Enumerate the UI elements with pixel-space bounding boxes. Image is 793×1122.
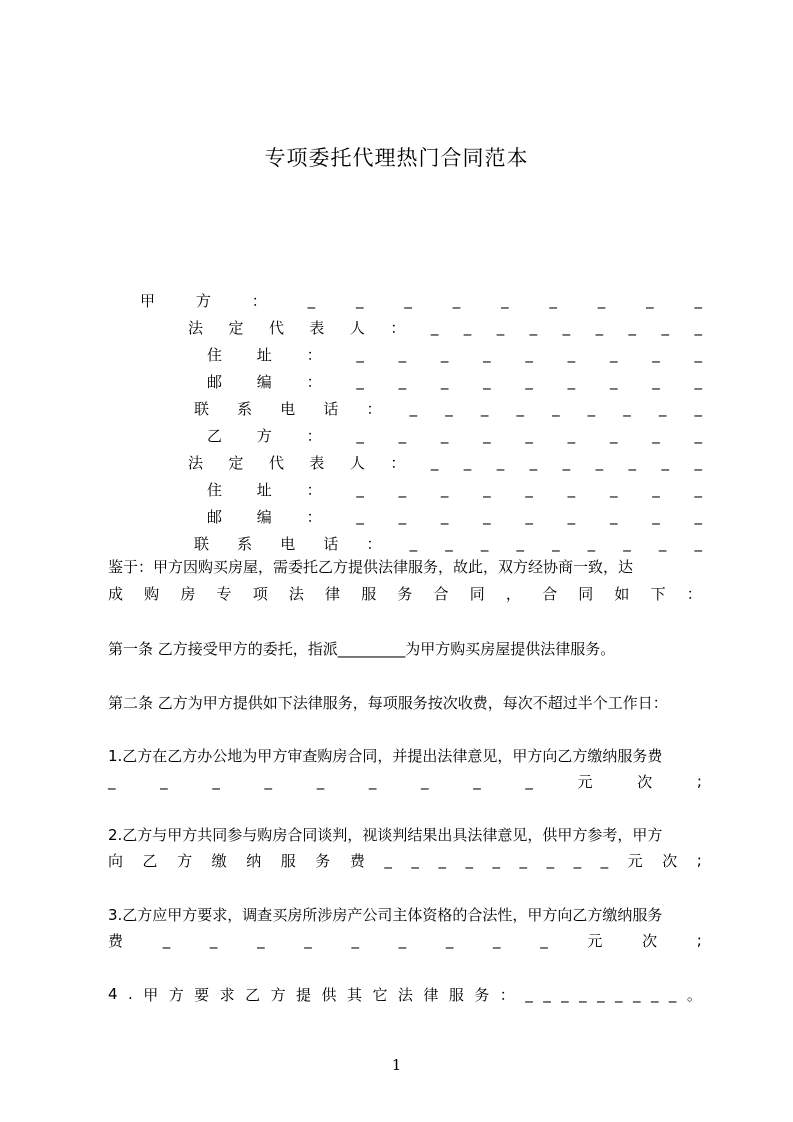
party-a-legal-rep-row <box>188 316 702 338</box>
row-char: _ <box>567 372 576 390</box>
line-char: _ <box>493 931 501 949</box>
item-3-line-2 <box>108 929 702 951</box>
row-char: 联 <box>194 399 210 418</box>
row-char: _ <box>529 453 538 471</box>
party-a-postcode-row <box>207 370 702 392</box>
row-char: 甲 <box>140 291 156 310</box>
line-char: 房 <box>180 584 196 603</box>
row-char: _ <box>694 480 702 498</box>
line-char: 服 <box>361 584 377 603</box>
row-char: _ <box>430 453 439 471</box>
row-char: _ <box>445 399 453 417</box>
line-char: _ <box>316 772 325 790</box>
party-b-row <box>207 424 702 446</box>
row-char: _ <box>628 318 637 336</box>
row-char: ： <box>306 480 322 499</box>
row-char: _ <box>398 507 407 525</box>
line-char: _ <box>615 985 623 1003</box>
row-char: _ <box>562 453 571 471</box>
line-char: 要 <box>194 985 210 1004</box>
line-char: . <box>128 985 133 1003</box>
line-char: _ <box>209 931 218 949</box>
row-char: _ <box>496 453 505 471</box>
line-char: 费 <box>108 931 124 950</box>
row-char: _ <box>452 291 461 309</box>
line-char: _ <box>561 985 569 1003</box>
item-2-line-2 <box>108 849 702 871</box>
line-char: 次 <box>662 851 678 870</box>
row-char: _ <box>646 291 654 309</box>
row-char: ： <box>306 372 322 391</box>
line-char: 专 <box>216 584 232 603</box>
party-b-postcode-row <box>207 505 702 527</box>
row-char: 址 <box>256 345 272 364</box>
row-char: 法 <box>188 453 204 472</box>
line-char: _ <box>368 772 377 790</box>
page-number: 1 <box>391 1056 402 1074</box>
row-char: _ <box>549 291 557 309</box>
row-char: _ <box>356 480 364 498</box>
row-char: 方 <box>256 426 272 445</box>
party-a-phone-row <box>194 397 702 419</box>
row-char: _ <box>356 426 364 444</box>
row-char: _ <box>525 507 533 525</box>
row-char: _ <box>307 291 316 309</box>
line-char: 项 <box>252 584 268 603</box>
line-char: 乙 <box>142 851 158 870</box>
row-char: _ <box>404 291 412 309</box>
line-char: 方 <box>168 985 184 1004</box>
row-char: _ <box>652 372 660 390</box>
row-char: _ <box>652 345 660 363</box>
row-char: _ <box>440 426 449 444</box>
line-char: _ <box>257 931 265 949</box>
item-4 <box>108 983 702 1005</box>
row-char: _ <box>445 534 453 552</box>
line-char: 元 <box>587 931 603 950</box>
line-char: _ <box>465 851 473 869</box>
row-char: 电 <box>280 534 296 553</box>
line-char: _ <box>573 851 582 869</box>
row-char: _ <box>694 426 702 444</box>
row-char: _ <box>567 507 576 525</box>
line-char: 方 <box>177 851 193 870</box>
line-char: 元 <box>627 851 643 870</box>
item-3-line-1: 3.乙方应甲方要求，调查买房所涉房产公司主体资格的合法性，甲方向乙方缴纳服务 <box>108 906 663 924</box>
line-char: _ <box>525 985 533 1003</box>
line-char: ： <box>499 985 515 1004</box>
row-char: _ <box>525 345 533 363</box>
line-char: 它 <box>372 985 388 1004</box>
line-char: 次 <box>637 772 653 791</box>
row-char: 方 <box>195 291 211 310</box>
row-char: _ <box>430 318 439 336</box>
row-char: _ <box>552 399 560 417</box>
line-char: 法 <box>397 985 413 1004</box>
row-char: _ <box>483 426 491 444</box>
line-char: 合 <box>542 584 558 603</box>
row-char: 编 <box>256 507 272 526</box>
row-char: 电 <box>280 399 296 418</box>
row-char: _ <box>652 507 660 525</box>
row-char: ： <box>366 399 382 418</box>
row-char: _ <box>567 480 576 498</box>
row-char: _ <box>516 534 524 552</box>
line-char: _ <box>398 931 407 949</box>
row-char: ： <box>366 534 382 553</box>
row-char: _ <box>623 399 631 417</box>
row-char: 址 <box>256 480 272 499</box>
row-char: _ <box>694 345 702 363</box>
line-char: 同 <box>469 584 485 603</box>
row-char: _ <box>398 426 407 444</box>
row-char: _ <box>529 318 538 336</box>
line-char: _ <box>411 851 419 869</box>
row-char: _ <box>628 453 637 471</box>
row-char: _ <box>525 426 533 444</box>
line-char: 如 <box>614 584 630 603</box>
row-char: _ <box>567 345 576 363</box>
line-char: _ <box>264 772 273 790</box>
line-char: _ <box>160 772 168 790</box>
line-char: _ <box>546 851 555 869</box>
line-char: _ <box>473 772 481 790</box>
preamble-line-2 <box>108 582 702 604</box>
line-char: _ <box>384 851 392 869</box>
row-char: _ <box>694 291 702 309</box>
party-a-row <box>140 289 702 311</box>
party-b-address-row <box>207 478 702 500</box>
line-char: 合 <box>433 584 449 603</box>
row-char: 话 <box>323 399 339 418</box>
row-char: _ <box>463 453 472 471</box>
row-char: _ <box>440 480 449 498</box>
row-char: _ <box>694 399 702 417</box>
row-char: 定 <box>228 318 244 337</box>
row-char: _ <box>652 480 660 498</box>
row-char: _ <box>525 480 533 498</box>
row-char: _ <box>587 534 596 552</box>
row-char: 乙 <box>207 426 223 445</box>
line-char: 务 <box>397 584 413 603</box>
row-char: _ <box>496 318 505 336</box>
line-char: _ <box>108 772 116 790</box>
line-char: 次 <box>642 931 658 950</box>
line-char: 乙 <box>245 985 261 1004</box>
party-b-legal-rep-row <box>188 451 702 473</box>
document-title: 专项委托代理热门合同范本 <box>264 146 529 170</box>
row-char: _ <box>609 345 618 363</box>
line-char: _ <box>632 985 641 1003</box>
row-char: 住 <box>207 480 223 499</box>
row-char: _ <box>694 453 702 471</box>
line-char: 法 <box>288 584 304 603</box>
line-char: _ <box>519 851 528 869</box>
row-char: _ <box>609 480 618 498</box>
line-char: 律 <box>325 584 341 603</box>
row-char: 系 <box>237 534 253 553</box>
party-b-phone-row <box>194 532 702 554</box>
row-char: _ <box>694 507 702 525</box>
row-char: _ <box>516 399 524 417</box>
row-char: ： <box>251 291 267 310</box>
line-char: 甲 <box>143 985 159 1004</box>
line-char: 下 <box>650 584 666 603</box>
row-char: _ <box>661 318 669 336</box>
line-char: 成 <box>108 584 124 603</box>
row-char: _ <box>609 426 618 444</box>
line-char: 缴 <box>211 851 227 870</box>
row-char: _ <box>355 291 364 309</box>
preamble-line-1: 鉴于：甲方因购买房屋，需委托乙方提供法律服务，故此，双方经协商一致，达 <box>108 558 634 576</box>
row-char: 表 <box>309 318 325 337</box>
row-char: _ <box>609 372 618 390</box>
line-char: 务 <box>315 851 331 870</box>
row-char: 代 <box>268 318 284 337</box>
row-char: _ <box>567 426 576 444</box>
row-char: ： <box>390 453 406 472</box>
row-char: 系 <box>237 399 253 418</box>
row-char: 法 <box>188 318 204 337</box>
row-char: _ <box>398 372 407 390</box>
row-char: _ <box>409 399 418 417</box>
row-char: _ <box>694 318 702 336</box>
row-char: _ <box>483 480 491 498</box>
row-char: _ <box>356 345 364 363</box>
row-char: _ <box>440 345 449 363</box>
row-char: 表 <box>309 453 325 472</box>
line-char: 提 <box>296 985 312 1004</box>
row-char: _ <box>398 480 407 498</box>
row-char: 邮 <box>207 372 223 391</box>
row-char: ： <box>306 507 322 526</box>
row-char: 编 <box>256 372 272 391</box>
row-char: _ <box>356 507 364 525</box>
row-char: _ <box>483 507 491 525</box>
row-char: _ <box>595 453 604 471</box>
row-char: _ <box>552 534 560 552</box>
article-2: 第二条 乙方为甲方提供如下法律服务，每项服务按次收费，每次不超过半个工作日： <box>108 694 668 712</box>
line-char: 元 <box>577 772 593 791</box>
row-char: _ <box>661 453 669 471</box>
line-char: 方 <box>270 985 286 1004</box>
row-char: _ <box>694 372 702 390</box>
line-char: ， <box>505 584 521 603</box>
row-char: _ <box>440 372 449 390</box>
row-char: 话 <box>323 534 339 553</box>
line-char: 4 <box>108 985 118 1003</box>
line-char: 服 <box>280 851 296 870</box>
row-char: 代 <box>268 453 284 472</box>
row-char: _ <box>440 507 449 525</box>
line-char: _ <box>597 985 605 1003</box>
row-char: _ <box>609 507 618 525</box>
line-char: _ <box>351 931 359 949</box>
line-char: 务 <box>474 985 490 1004</box>
line-char: _ <box>492 851 500 869</box>
row-char: 联 <box>194 534 210 553</box>
line-char: 。 <box>686 985 702 1004</box>
item-1-line-1: 1.乙方在乙方办公地为甲方审查购房合同，并提出法律意见，甲方向乙方缴纳服务费 <box>108 747 663 765</box>
line-char: _ <box>162 931 171 949</box>
party-a-address-row <box>207 343 702 365</box>
line-char: _ <box>543 985 551 1003</box>
line-char: _ <box>650 985 659 1003</box>
row-char: _ <box>480 534 489 552</box>
row-char: _ <box>658 534 667 552</box>
line-char: _ <box>600 851 609 869</box>
row-char: _ <box>595 318 604 336</box>
row-char: _ <box>658 399 667 417</box>
row-char: 人 <box>349 318 365 337</box>
line-char: ; <box>696 851 702 869</box>
line-char: _ <box>304 931 312 949</box>
line-char: _ <box>579 985 587 1003</box>
row-char: _ <box>480 399 489 417</box>
line-char: 同 <box>578 584 594 603</box>
line-char: 律 <box>423 985 439 1004</box>
row-char: 住 <box>207 345 223 364</box>
row-char: _ <box>463 318 472 336</box>
line-char: 费 <box>349 851 365 870</box>
line-char: ; <box>696 931 702 949</box>
line-char: ; <box>696 772 702 790</box>
article-1: 第一条 乙方接受甲方的委托，指派_________为甲方购买房屋提供法律服务。 <box>108 640 616 658</box>
row-char: _ <box>356 372 364 390</box>
row-char: _ <box>562 318 571 336</box>
line-char: 向 <box>108 851 124 870</box>
line-char: 其 <box>346 985 362 1004</box>
row-char: _ <box>652 426 660 444</box>
row-char: _ <box>483 372 491 390</box>
line-char: 供 <box>321 985 337 1004</box>
line-char: 购 <box>144 584 160 603</box>
line-char: 纳 <box>246 851 262 870</box>
line-char: _ <box>668 985 677 1003</box>
row-char: _ <box>623 534 631 552</box>
line-char: _ <box>421 772 429 790</box>
row-char: _ <box>597 291 606 309</box>
row-char: _ <box>525 372 533 390</box>
row-char: _ <box>587 399 596 417</box>
item-2-line-1: 2.乙方与甲方共同参与购房合同谈判，视谈判结果出具法律意见，供甲方参考，甲方 <box>108 826 663 844</box>
row-char: ： <box>390 318 406 337</box>
row-char: _ <box>501 291 509 309</box>
line-char: _ <box>540 931 548 949</box>
row-char: _ <box>694 534 702 552</box>
row-char: _ <box>483 345 491 363</box>
line-char: ： <box>686 584 702 603</box>
item-1-line-2 <box>108 770 702 792</box>
line-char: _ <box>212 772 220 790</box>
row-char: _ <box>398 345 407 363</box>
row-char: _ <box>409 534 418 552</box>
row-char: ： <box>306 426 322 445</box>
line-char: _ <box>445 931 454 949</box>
row-char: 邮 <box>207 507 223 526</box>
line-char: _ <box>438 851 446 869</box>
line-char: _ <box>525 772 533 790</box>
row-char: 人 <box>349 453 365 472</box>
line-char: 求 <box>219 985 235 1004</box>
line-char: 服 <box>448 985 464 1004</box>
row-char: 定 <box>228 453 244 472</box>
row-char: ： <box>306 345 322 364</box>
